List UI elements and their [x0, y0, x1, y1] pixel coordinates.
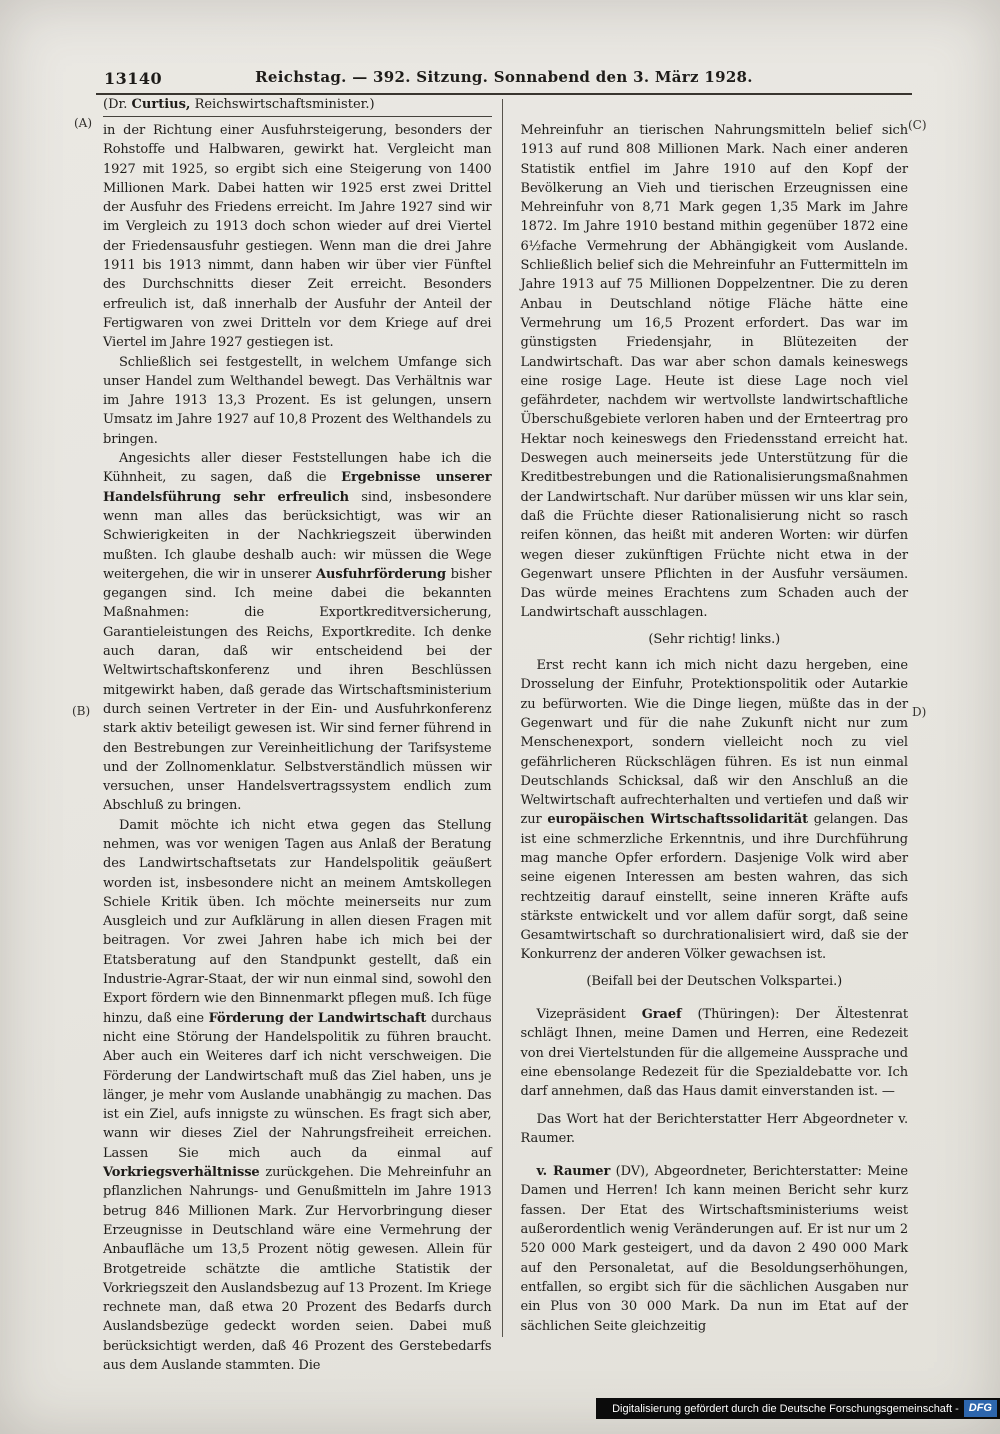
paragraph: [103, 353, 492, 449]
right-column: [506, 96, 909, 1404]
right-column-paragraphs: [521, 121, 909, 1336]
text-run: zurückgehen. Die Mehreinfuhr an pflanzlichen Nahrungs- und Genußmitteln im Jahre 1913 betrug 846 Millionen Mark. Zur Hervorbringung dieser Erzeugnisse in Deutschland wäre eine Vermehrung der Anbaufläche um 13,5 Prozent nötig gewesen. Allein für Brotgetreide schätzte die amtliche Statistik der Vorkriegszeit den Auslandsbezug auf 13 Prozent. Im Kriege rechnete man, daß etwa 20 Prozent des Bedarfs durch Auslandsbezüge gedeckt worden seien. Dabei muß berücksichtigt werden, daß 46 Prozent des Gerstebedarfs aus dem Auslande stammten. Die: [103, 1165, 492, 1373]
emphasized-text: v. Raumer: [536, 1164, 611, 1180]
digitization-footer: [596, 1398, 1000, 1419]
text-run: (Beifall bei der Deutschen Volkspartei.): [586, 973, 843, 989]
text-run: (Thüringen): Der Ältestenrat schlägt Ihnen, meine Damen und Herren, eine Redezeit von drei Viertelstunden für die allgemeine Aussprache und eine ebensolange Redezeit für die Spezialdebatte vor. Ich darf annehmen, daß das Haus damit einverstanden ist. —: [520, 1007, 908, 1100]
text-run: Schließlich sei festgestellt, in welchem Umfange sich unser Handel zum Welthandel bewegt. Das Verhältnis war im Jahre 1913 13,3 Prozent. Es ist gelungen, unsern Umsatz im Jahre 1927 auf 10,8 Prozent des Welthandels zu bringen.: [103, 354, 492, 447]
speaker-note: [103, 96, 492, 117]
paragraph: [521, 1110, 909, 1149]
margin-marker-c: (C): [908, 118, 927, 132]
text-run: Damit möchte ich nicht etwa gegen das Stellung nehmen, was vor wenigen Tagen aus Anlaß der Beratung des Landwirtschaftsetats zur Handelspolitik geäußert worden ist, insbesondere nicht an meinem Amtskollegen Schiele Kritik üben. Ich möchte meinerseits nur zum Ausgleich und zur Aufklärung in allen diesen Fragen mit beitragen. Vor zwei Jahren habe ich mich bei der Etatsberatung auf den Standpunkt gestellt, daß ein Industrie-Agrar-Staat, der wir nun einmal sind, sowohl den Export fördern wie den Binnenmarkt pflegen muß. Ich füge hinzu, daß eine: [103, 817, 492, 1026]
text-run: gelangen. Das ist eine schmerzliche Erkenntnis, und ihre Durchführung mag manche Opfer erfordern. Dasjenige Volk wird aber seine eigenen Interessen am besten wahren, das sich rechtzeitig darauf einstellt, seine inneren Kräfte aufs stärkste entwickelt und vor allem dafür sorgt, daß seine Gesamtwirtschaft so durchrationalisiert wird, daß sie der Konkurrenz der anderen Völker gewachsen ist.: [520, 812, 908, 963]
text-run: Das Wort hat der Berichterstatter Herr Abgeordneter v. Raumer.: [520, 1111, 908, 1146]
text-run: Erst recht kann ich mich nicht dazu hergeben, eine Drosselung der Einfuhr, Protektionspolitik oder Autarkie zu befürworten. Wie die Dinge liegen, müßte das in der Gegenwart und für die nahe Zukunft nicht nur zum Menschenexport, sondern vielleicht noch zu viel gefährlicheren Rückschlägen führen. Es ist nun einmal Deutschlands Schicksal, daß wir den Anschluß an die Weltwirtschaft aufrechterhalten und vertiefen und daß wir zur: [520, 658, 908, 828]
stage-direction: [521, 630, 909, 649]
paragraph: [521, 1162, 909, 1336]
margin-marker-d: D): [912, 705, 927, 719]
paragraph: [103, 449, 492, 816]
emphasized-text: Ausfuhrförderung: [316, 566, 446, 582]
page-header: [96, 68, 912, 95]
emphasized-text: Curtius,: [131, 97, 191, 112]
text-columns: [103, 96, 908, 1404]
stage-direction: [521, 972, 909, 991]
text-run: Angesichts aller dieser Feststellungen habe ich die Kühnheit, zu sagen, daß die: [103, 451, 492, 486]
paragraph: [103, 121, 492, 353]
text-run: in der Richtung einer Ausfuhrsteigerung, besonders der Rohstoffe und Halbwaren, gewirkt hat. Vergleicht man 1927 mit 1925, so ergibt sich eine Steigerung von 1400 Millionen Mark. Dabei hatten wir 1925 erst zwei Drittel der Ausfuhr des Friedens erreicht. Im Jahre 1927 sind wir im Vergleich zu 1913 doch schon wieder auf drei Viertel der Friedensausfuhr gestiegen. Wenn man die drei Jahre 1911 bis 1913 nimmt, dann haben wir über vier Fünftel des Durchschnitts dieser Zeit erreicht. Besonders erfreulich ist, daß innerhalb der Ausfuhr der Anteil der Fertigwaren von zwei Dritteln vor dem Kriege auf drei Viertel im Jahre 1927 gestiegen ist.: [103, 123, 492, 351]
margin-marker-a: (A): [74, 116, 93, 130]
text-run: (Dr.: [103, 97, 132, 112]
text-run: Vizepräsident: [536, 1007, 642, 1023]
emphasized-text: Vorkriegsverhältnisse: [103, 1165, 260, 1181]
emphasized-text: Graef: [641, 1007, 682, 1023]
paragraph: [521, 656, 909, 965]
session-title: Reichstag. — 392. Sitzung. Sonnabend den 3. März 1928.: [255, 68, 753, 86]
emphasized-text: Ergebnisse unserer Handelsführung sehr erfreulich: [103, 470, 492, 505]
text-run: Reichswirtschaftsminister.): [190, 97, 375, 112]
paragraph: [521, 1005, 909, 1101]
text-run: (Sehr richtig! links.): [648, 631, 781, 647]
dfg-logo: DFG: [964, 1400, 997, 1417]
left-column-paragraphs: [103, 121, 492, 1375]
paragraph: [103, 816, 492, 1376]
page-number: 13140: [104, 69, 163, 88]
paragraph: [521, 121, 909, 623]
text-run: Mehreinfuhr an tierischen Nahrungsmitteln belief sich 1913 auf rund 808 Millionen Mark. Nach einer anderen Statistik entfiel im Jahre 1910 auf den Kopf der Bevölkerung an Vieh und tierischen Erzeugnissen eine Mehreinfuhr von 8,71 Mark gegen 1,35 Mark im Jahre 1872. Im Jahre 1910 bestand mithin gegenüber 1872 eine 6½fache Vermehrung der Abhängigkeit vom Auslande. Schließlich belief sich die Mehreinfuhr an Futtermitteln im Jahre 1913 auf 75 Millionen Doppelzentner. Die zu deren Anbau in Deutschland nötige Fläche hätte eine Vermehrung um 16,5 Prozent erfordert. Das war im günstigsten Friedensjahr, in Blütezeiten der Landwirtschaft. Das war aber schon damals keineswegs eine rosige Lage. Heute ist diese Lage noch viel gefährdeter, nachdem wir wertvollste landwirtschaftliche Überschußgebiete verloren haben und der Ernteertrag pro Hektar noch keineswegs den Friedensstand erreicht hat. Deswegen auch meinerseits jede Unterstützung für die Kreditbestrebungen und die Rationalisierungsmaßnahmen der Landwirtschaft. Nur darüber müssen wir uns klar sein, daß die Früchte dieser Rationalisierung nicht so rasch reifen können, das heißt mit anderen Worten: wir dürfen wegen dieser zukünftigen Früchte nicht etwa in der Gegenwart unsere Pflichten in der Ausfuhr versäumen. Das würde meines Erachtens zum Schaden auch der Landwirtschaft ausschlagen.: [520, 123, 908, 621]
left-column: [103, 96, 506, 1404]
digitization-credit: Digitalisierung gefördert durch die Deutsche Forschungsgemeinschaft -: [612, 1402, 959, 1415]
text-run: sind, insbesondere wenn man alles das berücksichtigt, was wir an Schwierigkeiten in der Nachkriegszeit überwinden mußten. Ich glaube deshalb auch: wir müssen die Wege weitergehen, die wir in unserer: [103, 489, 492, 582]
margin-marker-b: (B): [72, 704, 91, 718]
emphasized-text: europäischen Wirtschaftssolidarität: [547, 812, 809, 828]
text-run: durchaus nicht eine Störung der Handelspolitik zu führen braucht. Aber auch ein Weiteres darf ich nicht verschweigen. Die Förderung der Landwirtschaft muß das Ziel haben, uns je länger, je mehr vom Auslande unabhängig zu machen. Das ist ein Ziel, aufs innigste zu wünschen. Es fragt sich aber, wann wir dieses Ziel der Nahrungsfreiheit erreichen. Lassen Sie mich auch da einmal auf: [103, 1010, 492, 1161]
text-run: (DV), Abgeordneter, Berichterstatter: Meine Damen und Herren! Ich kann meinen Bericht sehr kurz fassen. Der Etat des Wirtschaftsministeriums weist außerordentlich wenig Veränderungen auf. Er ist nur um 2 520 000 Mark gesteigert, und da davon 2 490 000 Mark auf den Personaletat, auf die Besoldungserhöhungen, entfallen, so ergibt sich für die sächlichen Ausgaben nur ein Plus von 30 000 Mark. Da nun im Etat auf der sächlichen Seite gleichzeitig: [520, 1164, 908, 1334]
text-run: bisher gegangen sind. Ich meine dabei die bekannten Maßnahmen: die Exportkreditversicherung, Garantieleistungen des Reichs, Exportkredite. Ich denke auch daran, daß wir entscheidend bei der Weltwirtschaftskonferenz und ihren Beschlüssen mitgewirkt haben, daß gerade das Wirtschaftsministerium durch seinen Vertreter in der Ein- und Ausfuhrkonferenz stark aktiv beteiligt gewesen ist. Wir sind ferner führend in den Bestrebungen zur Vereinheitlichung der Tarifsysteme und der Zollnomenklatur. Selbstverständlich müssen wir versuchen, unser Handelsvertragssystem endlich zum Abschluß zu bringen.: [103, 566, 492, 814]
emphasized-text: Förderung der Landwirtschaft: [208, 1010, 427, 1026]
